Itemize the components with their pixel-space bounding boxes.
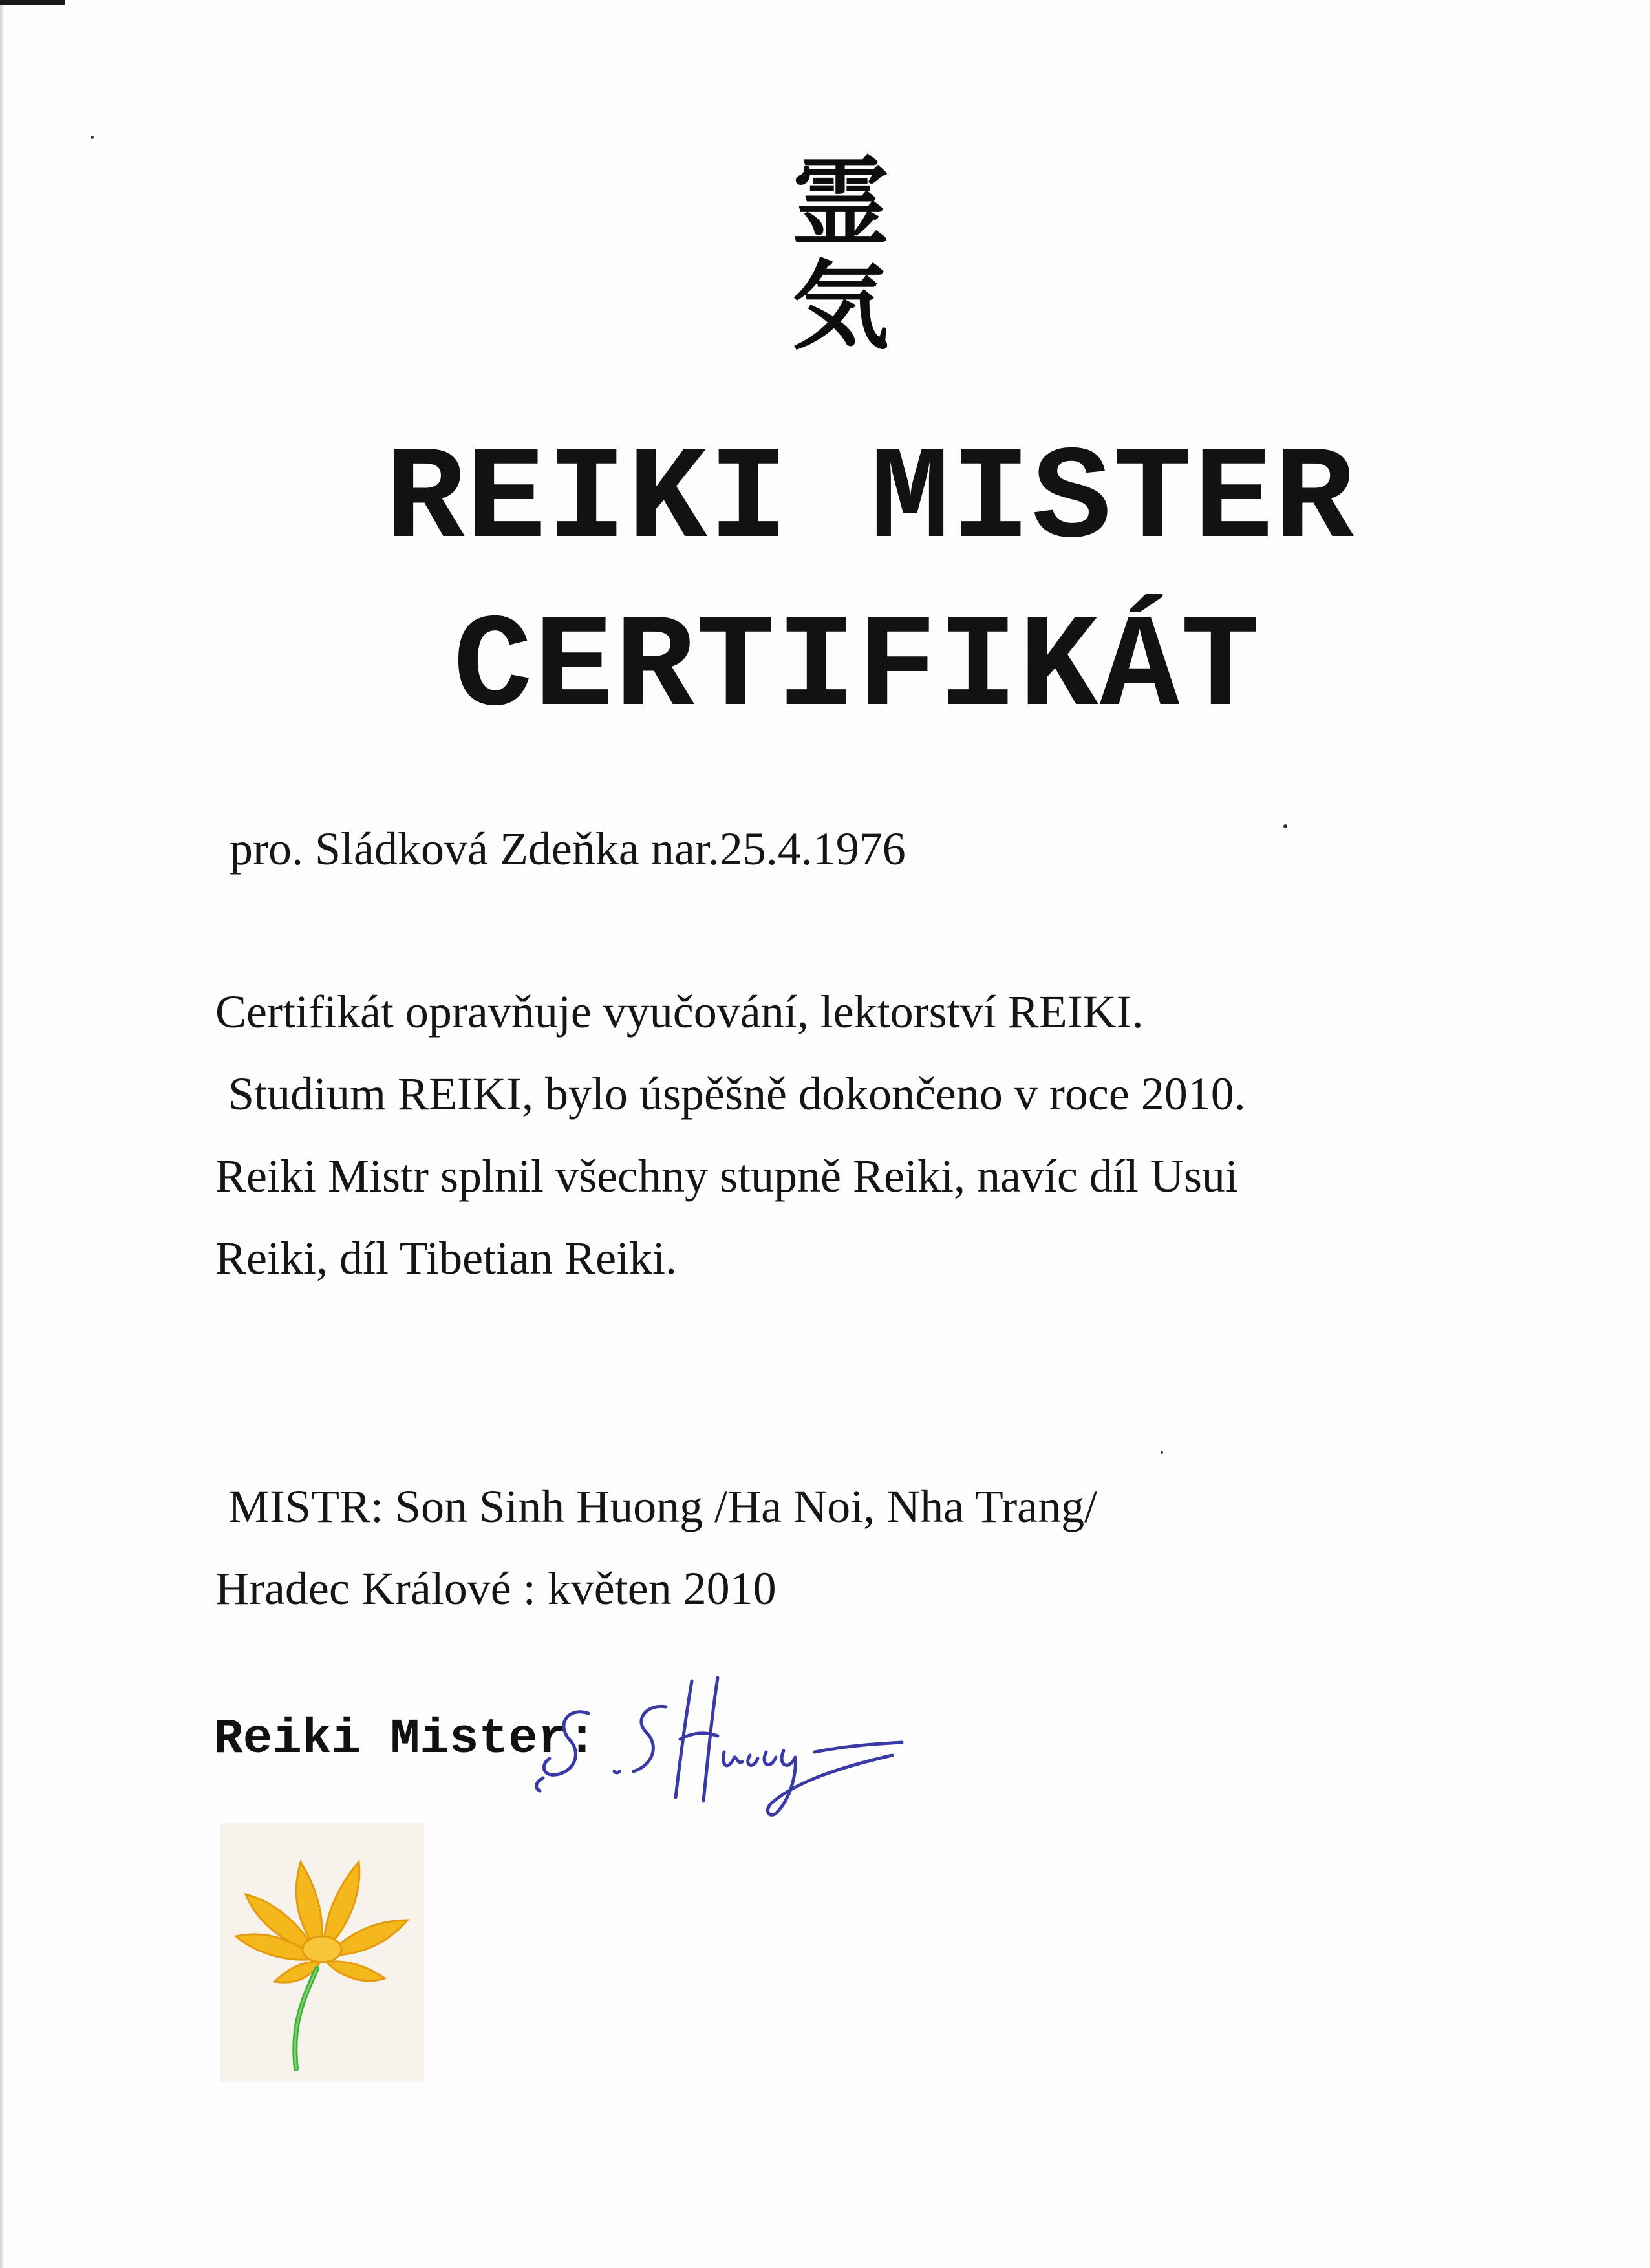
kanji-rei: 霊 xyxy=(791,147,889,260)
lotus-flower-image xyxy=(220,1823,424,2082)
scan-edge xyxy=(0,0,4,2268)
scan-speck xyxy=(91,136,94,139)
reiki-kanji xyxy=(744,147,938,363)
signature-label: Reiki Mister: xyxy=(213,1711,597,1767)
master-line: MISTR: Son Sinh Huong /Ha Noi, Nha Trang/ xyxy=(228,1481,1098,1532)
title-line-1: REIKI MISTER xyxy=(385,425,1356,576)
title-line-2: CERTIFIKÁT xyxy=(453,594,1262,744)
body-line-1: Certifikát opravňuje vyučování, lektorství REIKI. xyxy=(215,986,1144,1038)
corner-mark xyxy=(0,0,65,5)
body-line-3: Reiki Mistr splnil všechny stupně Reiki, navíc díl Usui xyxy=(215,1150,1238,1202)
handwritten-signature xyxy=(530,1668,918,1823)
scan-speck xyxy=(1283,824,1287,828)
kanji-ki: 気 xyxy=(791,251,889,363)
recipient-line: pro. Sládková Zdeňka nar.25.4.1976 xyxy=(230,823,906,875)
scan-speck xyxy=(1161,1451,1163,1454)
body-line-2: Studium REIKI, bylo úspěšně dokončeno v roce 2010. xyxy=(228,1068,1246,1120)
place-date-line: Hradec Králové : květen 2010 xyxy=(215,1563,777,1614)
body-line-4: Reiki, díl Tibetian Reiki. xyxy=(215,1232,678,1284)
